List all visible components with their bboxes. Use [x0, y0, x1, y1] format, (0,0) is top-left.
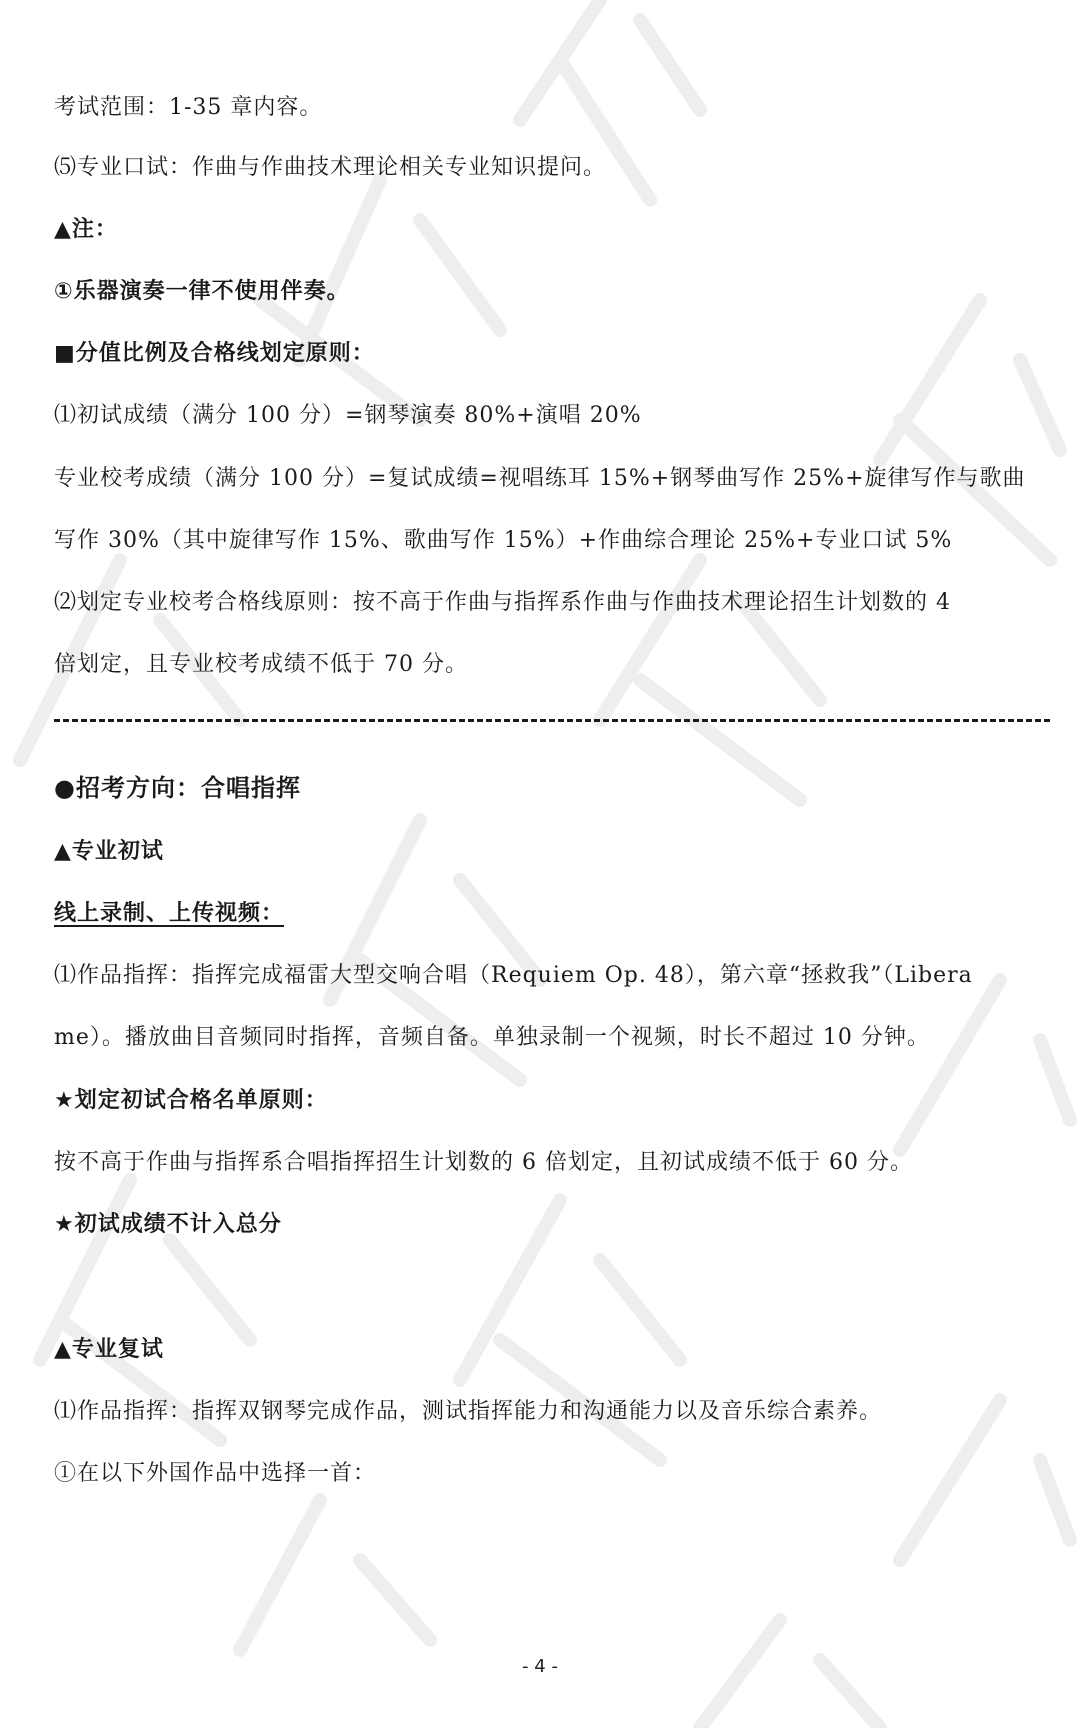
- retest-heading: ▲专业复试: [54, 1337, 164, 1362]
- prelim-score-formula: ⑴初试成绩（满分 100 分）=钢琴演奏 80%+演唱 20%: [54, 403, 642, 428]
- section-title: ●招考方向：合唱指挥: [54, 774, 301, 802]
- prelim-pass-principle-heading: ★划定初试合格名单原则：: [54, 1088, 328, 1113]
- conducting-work-line-2: me）。播放曲目音频同时指挥，音频自备。单独录制一个视频，时长不超过 10 分钟。: [54, 1025, 930, 1050]
- conducting-work-line-1: ⑴作品指挥：指挥完成福雷大型交响合唱（Requiem Op. 48），第六章“拯救我”（Libera: [54, 963, 973, 988]
- retest-conducting-line: ⑴作品指挥：指挥双钢琴完成作品，测试指挥能力和沟通能力以及音乐综合素养。: [54, 1399, 883, 1424]
- score-ratio-heading: ■分值比例及合格线划定原则：: [54, 341, 375, 366]
- school-exam-formula-2: 写作 30%（其中旋律写作 15%、歌曲写作 15%）+作曲综合理论 25%+专业口试 5%: [54, 528, 953, 553]
- section-divider: [54, 719, 1050, 722]
- exam-scope-line: 考试范围：1-35 章内容。: [54, 95, 323, 120]
- pass-line-principle-2: 倍划定，且专业校考成绩不低于 70 分。: [54, 652, 468, 677]
- note-heading: ▲注：: [54, 217, 118, 242]
- note-item-1: ①乐器演奏一律不使用伴奏。: [54, 279, 350, 304]
- online-upload-heading: 线上录制、上传视频：: [54, 901, 285, 926]
- prelim-score-note: ★初试成绩不计入总分: [54, 1212, 282, 1237]
- pass-line-principle-1: ⑵划定专业校考合格线原则：按不高于作曲与指挥系作曲与作曲技术理论招生计划数的 4: [54, 590, 951, 615]
- prelim-pass-principle-text: 按不高于作曲与指挥系合唱指挥招生计划数的 6 倍划定，且初试成绩不低于 60 分。: [54, 1150, 913, 1175]
- foreign-works-line: ①在以下外国作品中选择一首：: [54, 1461, 377, 1486]
- oral-exam-line: ⑸专业口试：作曲与作曲技术理论相关专业知识提问。: [54, 155, 607, 180]
- page-number: - 4 -: [522, 1656, 558, 1677]
- school-exam-formula-1: 专业校考成绩（满分 100 分）=复试成绩=视唱练耳 15%+钢琴曲写作 25%+旋律写作与歌曲: [54, 466, 1026, 491]
- prelim-heading: ▲专业初试: [54, 839, 164, 864]
